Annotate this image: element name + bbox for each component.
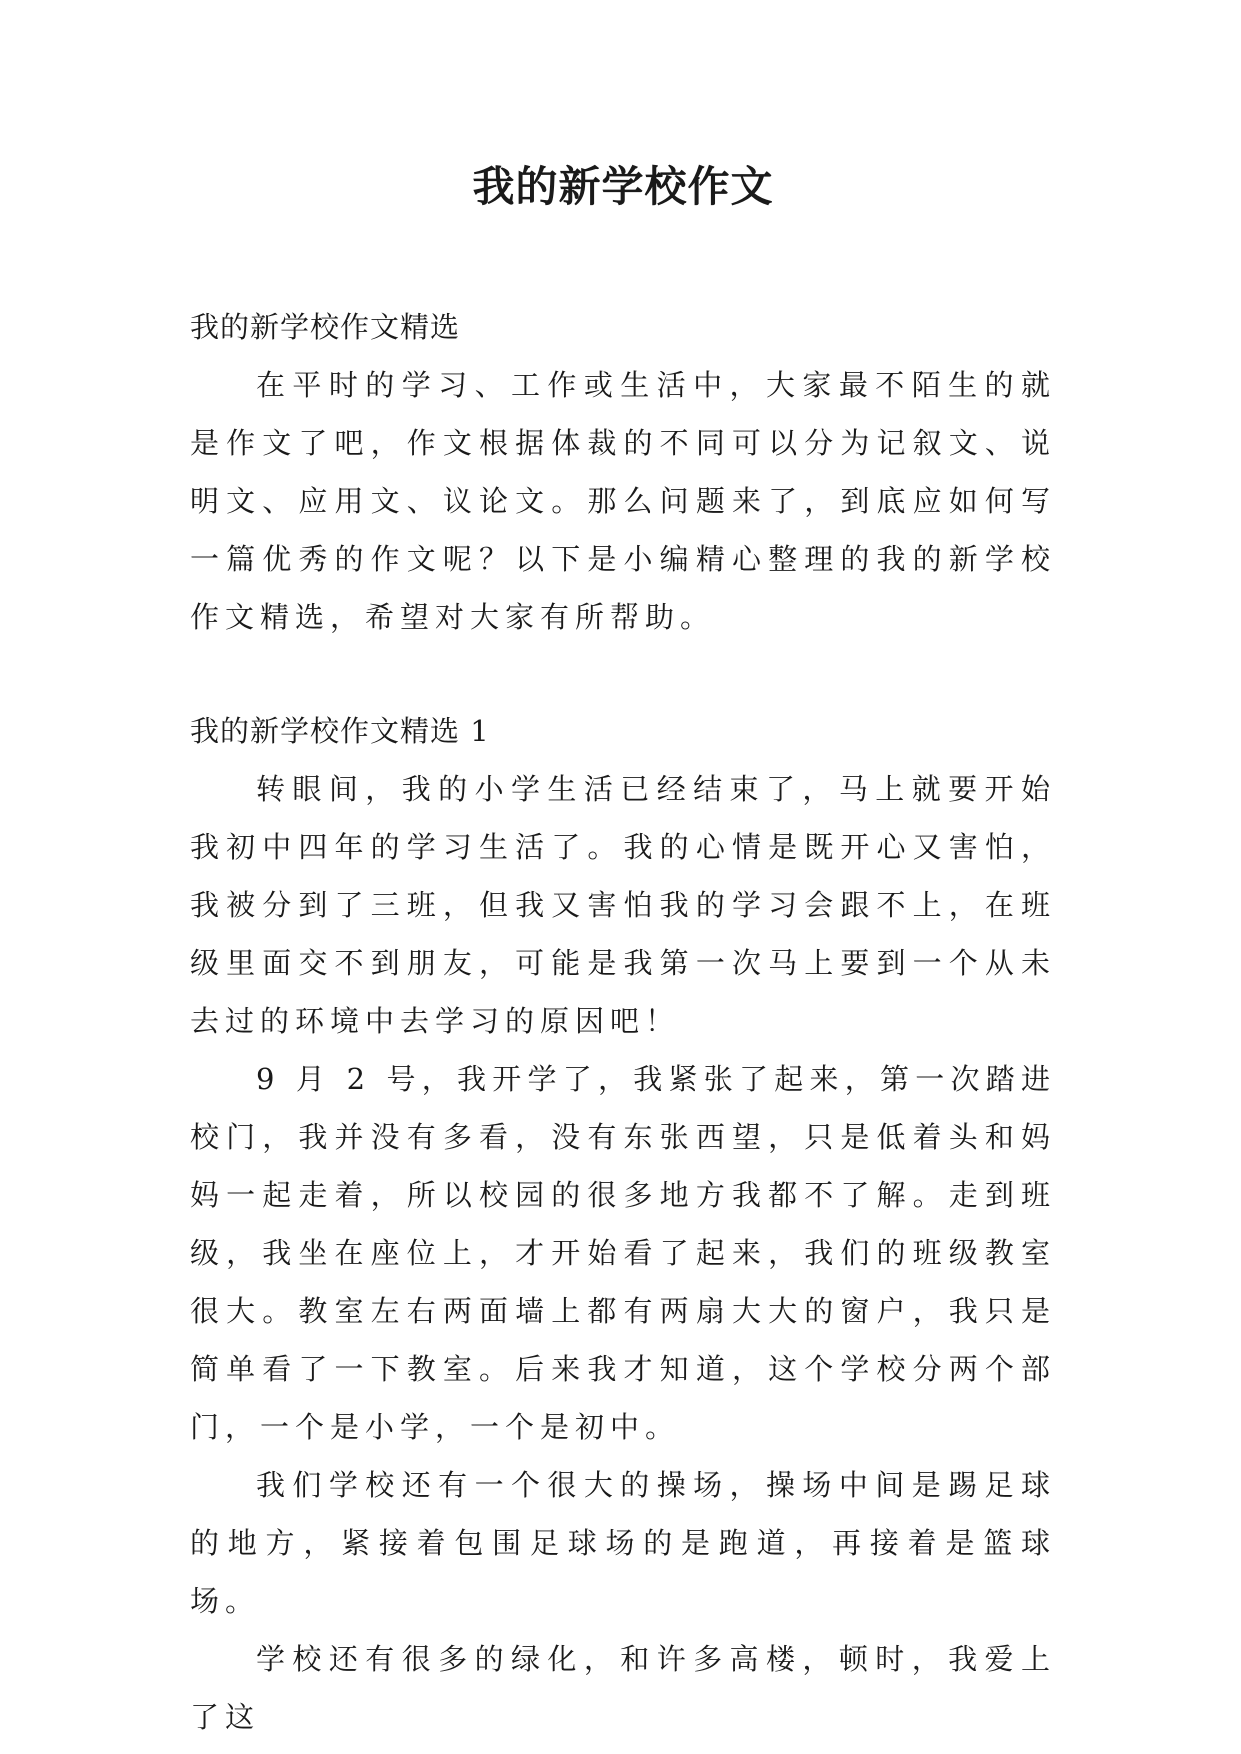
essay-heading: 我的新学校作文精选 1 — [190, 714, 490, 748]
essay-paragraph: 我们学校还有一个很大的操场，操场中间是踢足球的地方，紧接着包围足球场的是跑道，再接着是篮球场。 — [190, 1468, 1056, 1618]
essay-paragraph: 学校还有很多的绿化，和许多高楼，顿时，我爱上了这 — [190, 1642, 1056, 1734]
intro-paragraph: 在平时的学习、工作或生活中，大家最不陌生的就是作文了吧，作文根据体裁的不同可以分为记叙文、说明文、应用文、议论文。那么问题来了，到底应如何写一篇优秀的作文呢？以下是小编精心整理的我的新学校作文精选，希望对大家有所帮助。 — [190, 368, 1056, 634]
essay-paragraph: 转眼间，我的小学生活已经结束了，马上就要开始我初中四年的学习生活了。我的心情是既开心又害怕，我被分到了三班，但我又害怕我的学习会跟不上，在班级里面交不到朋友，可能是我第一次马上要到一个从未去过的环境中去学习的原因吧！ — [190, 772, 1056, 1038]
document-title: 我的新学校作文 — [472, 162, 774, 211]
essay-paragraph: 9 月 2 号，我开学了，我紧张了起来，第一次踏进校门，我并没有多看，没有东张西望，只是低着头和妈妈一起走着，所以校园的很多地方我都不了解。走到班级，我坐在座位上，才开始看了起来，我们的班级教室很大。教室左右两面墙上都有两扇大大的窗户，我只是简单看了一下教室。后来我才知道，这个学校分两个部门，一个是小学，一个是初中。 — [190, 1062, 1056, 1444]
section-heading: 我的新学校作文精选 — [190, 310, 461, 344]
